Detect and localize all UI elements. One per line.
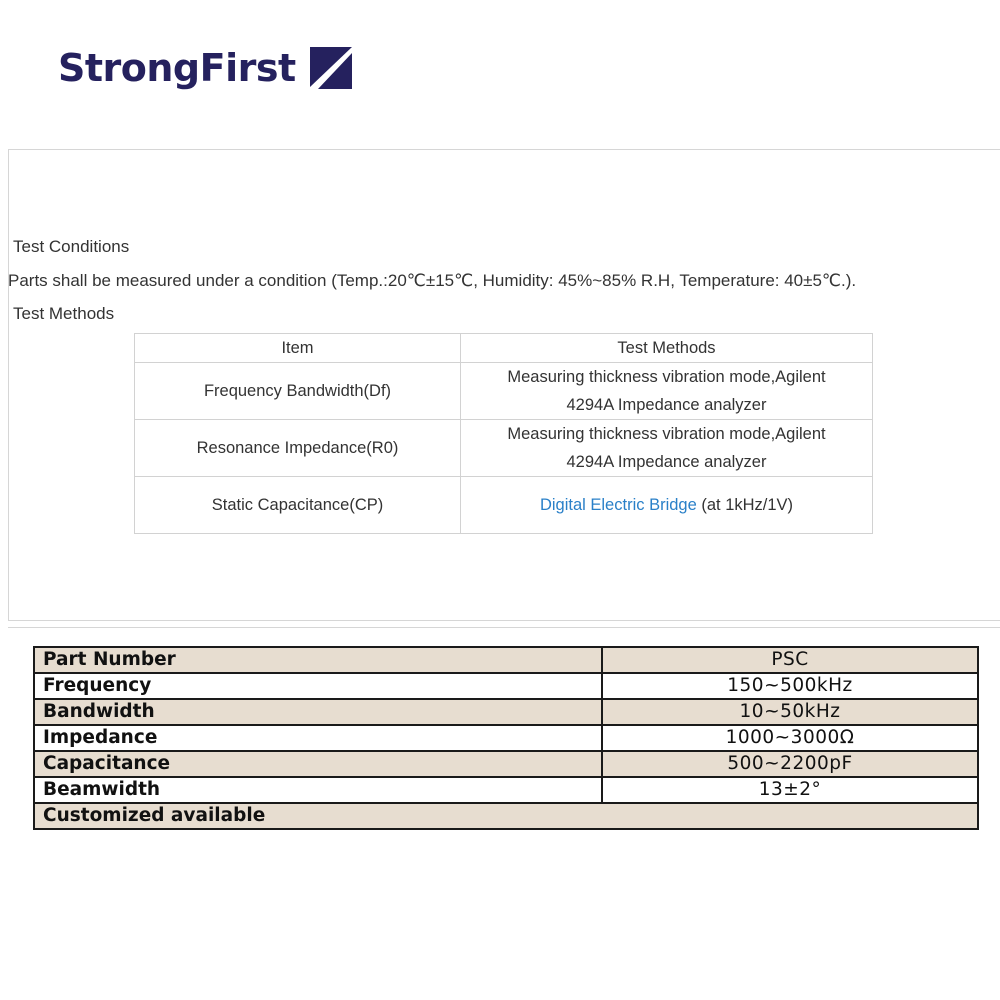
spec-label: Bandwidth xyxy=(34,699,602,725)
spec-label: Frequency xyxy=(34,673,602,699)
spec-value: 13±2° xyxy=(602,777,978,803)
table-header-row xyxy=(135,334,873,363)
spec-footer-row xyxy=(34,803,978,829)
brand-name: StrongFirst xyxy=(58,46,296,90)
table-row xyxy=(135,477,873,534)
spec-row xyxy=(34,699,978,725)
test-conditions-heading: Test Conditions xyxy=(13,237,130,256)
column-header-test-methods: Test Methods xyxy=(461,334,873,363)
spec-value: 10~50kHz xyxy=(602,699,978,725)
brand-mark-icon xyxy=(310,47,352,89)
method-cell xyxy=(461,420,873,477)
method-suffix: (at 1kHz/1V) xyxy=(696,496,794,514)
spec-row xyxy=(34,751,978,777)
table-row xyxy=(135,420,873,477)
method-line: 4294A Impedance analyzer xyxy=(566,453,767,471)
spec-label: Part Number xyxy=(34,647,602,673)
spec-row xyxy=(34,673,978,699)
method-cell xyxy=(461,477,873,534)
method-cell xyxy=(461,363,873,420)
spec-row xyxy=(34,777,978,803)
table-row xyxy=(135,363,873,420)
spec-label: Capacitance xyxy=(34,751,602,777)
spec-label: Beamwidth xyxy=(34,777,602,803)
spec-row xyxy=(34,725,978,751)
method-line: 4294A Impedance analyzer xyxy=(566,396,767,414)
spec-table xyxy=(33,646,979,830)
spec-value: 500~2200pF xyxy=(602,751,978,777)
divider xyxy=(8,627,1000,628)
test-methods-table xyxy=(134,333,873,534)
customized-available-note: Customized available xyxy=(34,803,978,829)
method-line: Measuring thickness vibration mode,Agilent xyxy=(507,368,826,386)
spec-value: 150~500kHz xyxy=(602,673,978,699)
item-cell: Static Capacitance(CP) xyxy=(135,477,461,534)
item-cell: Resonance Impedance(R0) xyxy=(135,420,461,477)
spec-label: Impedance xyxy=(34,725,602,751)
method-line: Measuring thickness vibration mode,Agilent xyxy=(507,425,826,443)
brand-logo xyxy=(58,42,352,94)
item-cell: Frequency Bandwidth(Df) xyxy=(135,363,461,420)
test-conditions-text: Parts shall be measured under a condition (Temp.:20℃±15℃, Humidity: 45%~85% R.H, Temperature: 40±5℃.). xyxy=(8,271,857,290)
spec-row xyxy=(34,647,978,673)
spec-value: 1000~3000Ω xyxy=(602,725,978,751)
column-header-item: Item xyxy=(135,334,461,363)
test-methods-heading: Test Methods xyxy=(13,304,115,323)
spec-value: PSC xyxy=(602,647,978,673)
digital-electric-bridge-link[interactable]: Digital Electric Bridge xyxy=(539,496,697,514)
